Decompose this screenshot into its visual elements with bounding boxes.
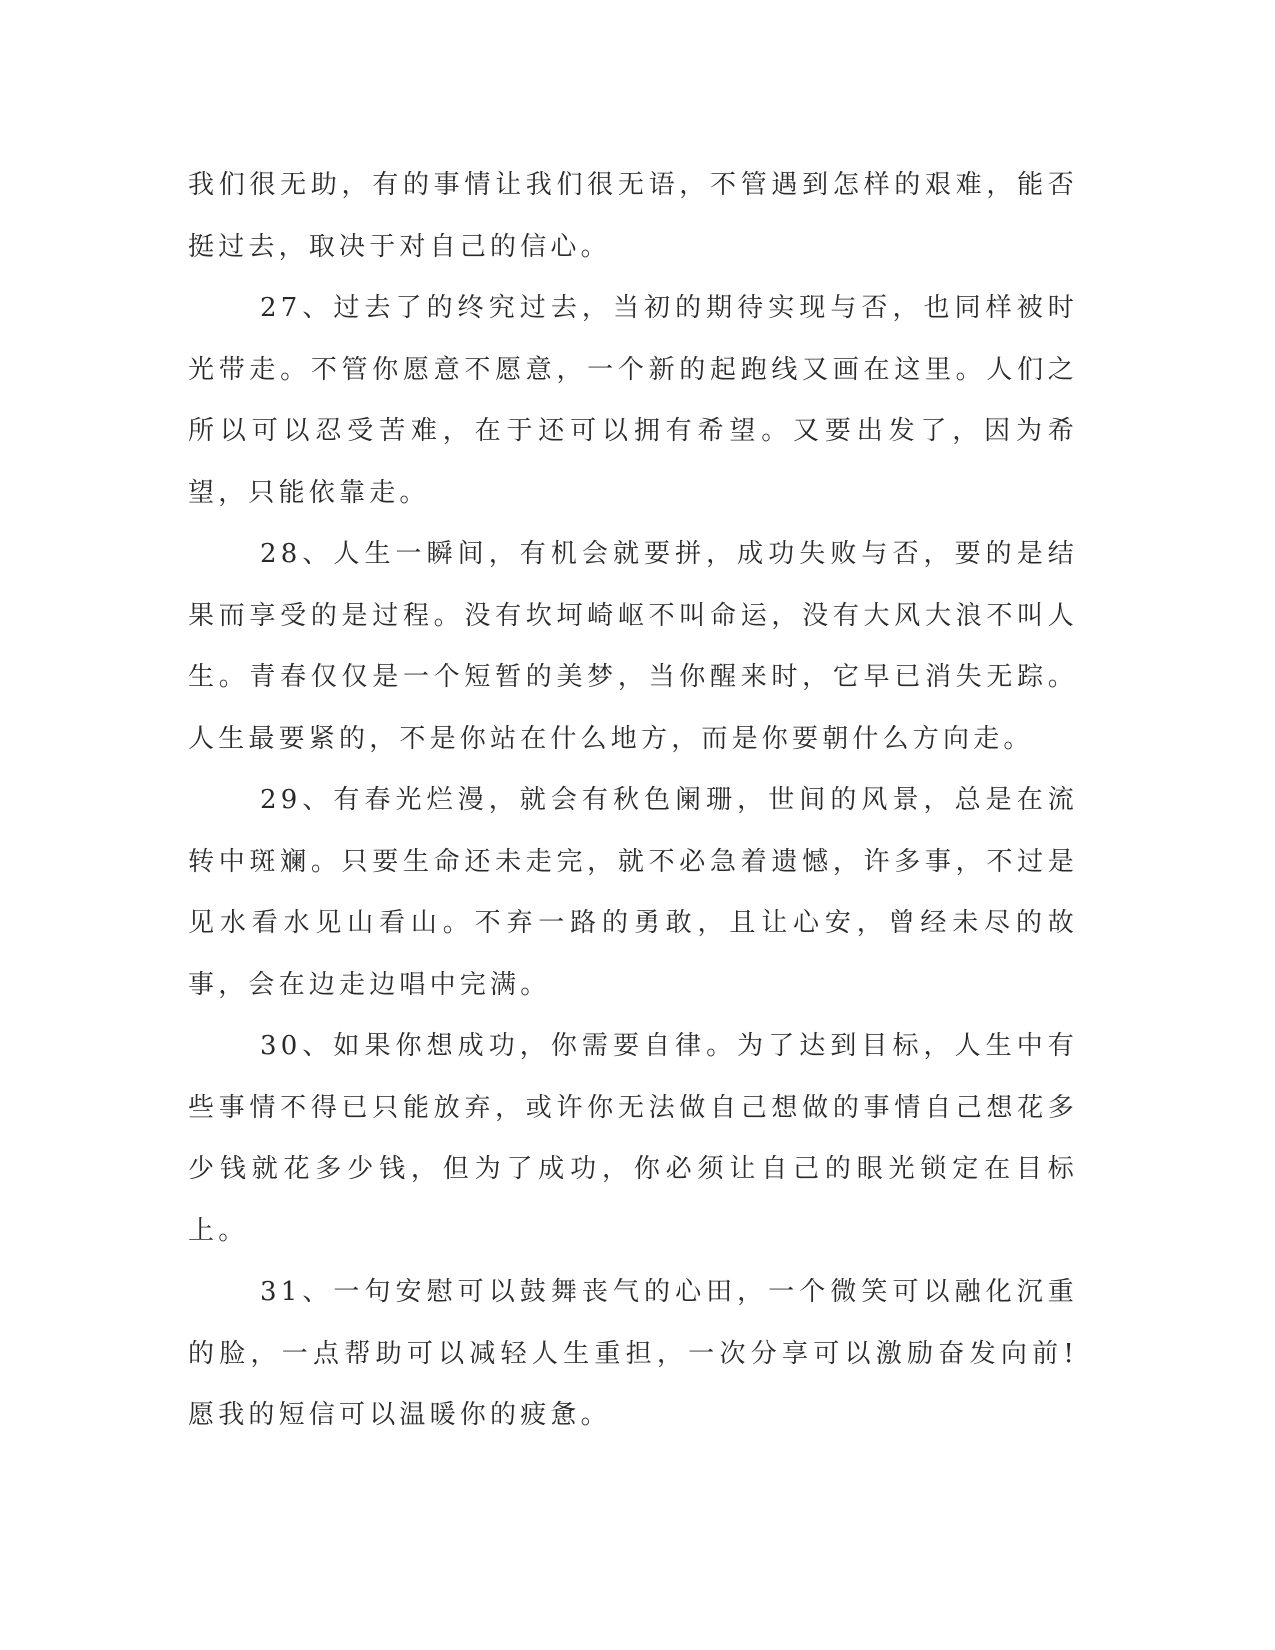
paragraph-30: 30、如果你想成功，你需要自律。为了达到目标，人生中有些事情不得已只能放弃，或许你无法做自己想做的事情自己想花多少钱就花多少钱，但为了成功，你必须让自己的眼光锁定在目标上。 (188, 1031, 1078, 1246)
paragraph-29: 29、有春光烂漫，就会有秋色阑珊，世间的风景，总是在流转中斑斓。只要生命还未走完，就不必急着遗憾，许多事，不过是见水看水见山看山。不弃一路的勇敢，且让心安，曾经未尽的故事，会在边走边唱中完满。 (188, 785, 1078, 1000)
document-body (188, 155, 1078, 1447)
paragraph-27: 27、过去了的终究过去，当初的期待实现与否，也同样被时光带走。不管你愿意不愿意，一个新的起跑线又画在这里。人们之所以可以忍受苦难，在于还可以拥有希望。又要出发了，因为希望，只能依靠走。 (188, 293, 1078, 508)
paragraph-continued: 我们很无助，有的事情让我们很无语，不管遇到怎样的艰难，能否挺过去，取决于对自己的信心。 (188, 170, 1078, 262)
paragraph-28: 28、人生一瞬间，有机会就要拼，成功失败与否，要的是结果而享受的是过程。没有坎坷崎岖不叫命运，没有大风大浪不叫人生。青春仅仅是一个短暂的美梦，当你醒来时，它早已消失无踪。人生最要紧的，不是你站在什么地方，而是你要朝什么方向走。 (188, 539, 1078, 754)
paragraph-31: 31、一句安慰可以鼓舞丧气的心田，一个微笑可以融化沉重的脸，一点帮助可以减轻人生重担，一次分享可以激励奋发向前!愿我的短信可以温暖你的疲惫。 (188, 1277, 1078, 1430)
